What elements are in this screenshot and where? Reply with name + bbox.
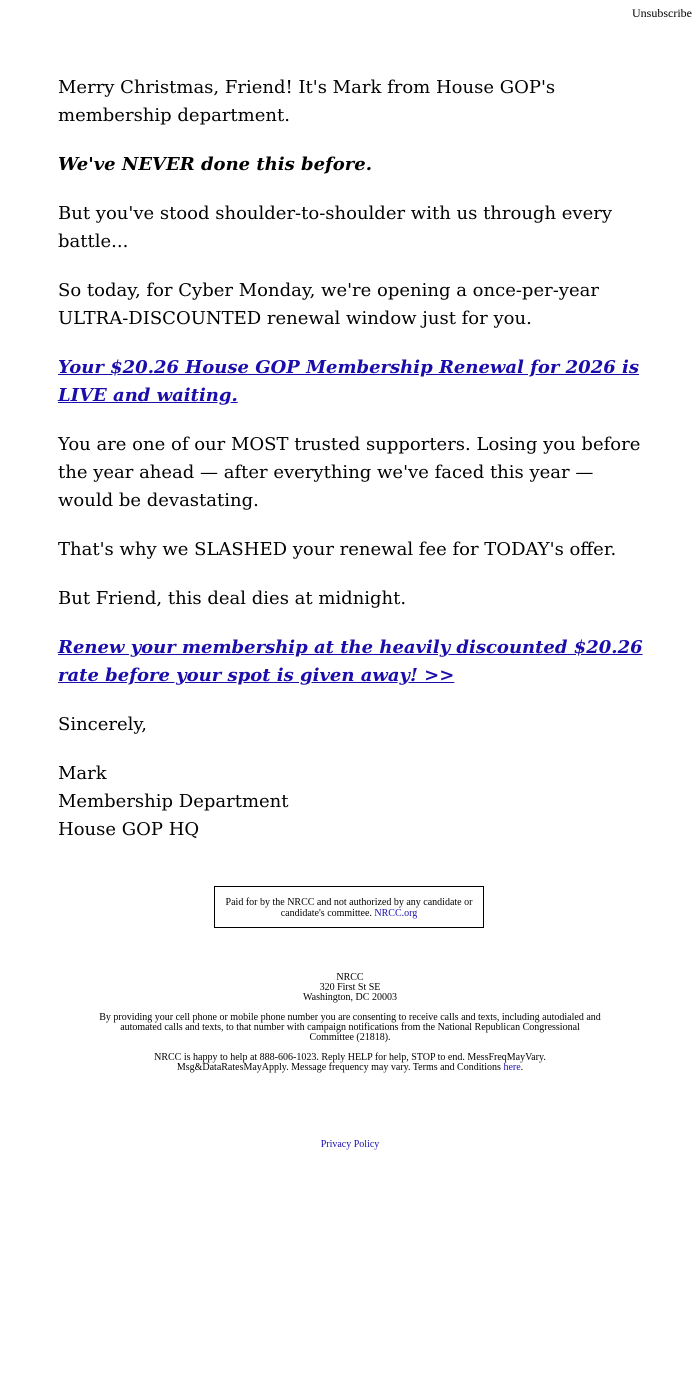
body-paragraph: So today, for Cyber Monday, we're opening a once-per-year ULTRA-DISCOUNTED renewal window just for you. [58, 280, 599, 329]
body-paragraph: But you've stood shoulder-to-shoulder with us through every battle... [58, 203, 613, 252]
renewal-cta-link[interactable]: Your $20.26 House GOP Membership Renewal for 2026 is LIVE and waiting. [58, 357, 639, 406]
address-org: NRCC [336, 972, 364, 983]
disclaimer-text: Paid for by the NRCC and not authorized by any candidate or candidate's committee. [225, 897, 473, 919]
terms-link[interactable]: here [503, 1062, 521, 1073]
unsubscribe-link[interactable]: Unsubscribe [632, 6, 692, 20]
greeting-paragraph: Merry Christmas, Friend! It's Mark from House GOP's membership department. [58, 77, 556, 126]
renew-membership-cta-link[interactable]: Renew your membership at the heavily discounted $20.26 rate before your spot is given away! >> [58, 637, 643, 686]
address-street: 320 First St SE [319, 982, 381, 993]
help-text-paragraph [98, 1053, 602, 1073]
terms-suffix: . [520, 1062, 524, 1073]
signature-block [58, 760, 648, 844]
signature-name: Mark [58, 763, 107, 784]
footer [98, 973, 602, 1083]
paid-for-disclaimer [214, 886, 484, 928]
email-body [58, 74, 648, 865]
mailing-address [98, 973, 602, 1003]
privacy-section [0, 1139, 700, 1150]
help-text: NRCC is happy to help at 888-606-1023. Reply HELP for help, STOP to end. MessFreqMayVary. Msg&DataRatesMayApply. Message frequency may vary. Terms and Conditions [154, 1052, 546, 1073]
signoff: Sincerely, [58, 714, 147, 735]
signature-department: Membership Department [58, 791, 289, 812]
body-paragraph: But Friend, this deal dies at midnight. [58, 588, 407, 609]
sms-consent-text: By providing your cell phone or mobile phone number you are consenting to receive calls and texts, including autodialed and automated calls and texts, to that number with campaign notifications from the National Republican Congressional Committee (21818). [99, 1012, 601, 1043]
privacy-policy-link[interactable]: Privacy Policy [320, 1139, 380, 1150]
nrcc-website-link[interactable]: NRCC.org [374, 908, 418, 919]
body-paragraph: You are one of our MOST trusted supporters. Losing you before the year ahead — after everything we've faced this year — would be devastating. [58, 434, 641, 511]
headline: We've NEVER done this before. [58, 154, 372, 175]
signature-org: House GOP HQ [58, 819, 200, 840]
address-city: Washington, DC 20003 [303, 992, 397, 1003]
body-paragraph: That's why we SLASHED your renewal fee for TODAY's offer. [58, 539, 617, 560]
